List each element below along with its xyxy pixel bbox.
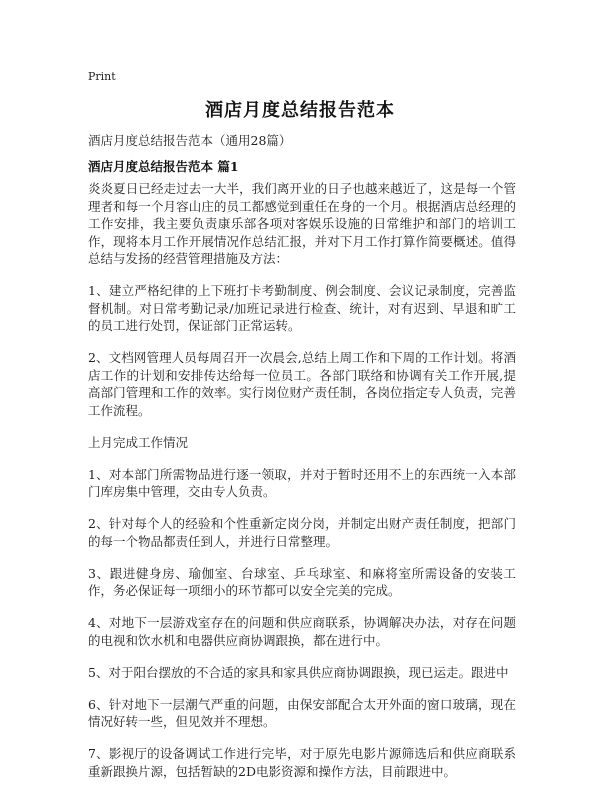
paragraph-item: 2、文档网管理人员每周召开一次晨会,总结上周工作和下周的工作计划。将酒店工作的计划和安排传达给每一位员工。各部门联络和协调有关工作开展,提高部门管理和工作的效率。实行岗位财产责任制，各岗位指定专人负责，完善工作流程。 [88, 350, 516, 418]
page-title: 酒店月度总结报告范本 [205, 100, 395, 121]
paragraph-item: 2、针对每个人的经验和个性重新定岗分岗，并制定出财产责任制度，把部门的每一个物品都责任到人，并进行日常整理。 [88, 516, 516, 549]
print-label: Print [88, 70, 116, 83]
paragraph-intro: 炎炎夏日已经走过去一大半，我们离开业的日子也越来越近了，这是每一个管理者和每一个月容山庄的员工都感觉到重任在身的一个月。根据酒店总经理的工作安排，我主要负责康乐部各项对客娱乐设施的日常维护和部门的培训工作，现将本月工作开展情况作总结汇报，并对下月工作打算作简要概述。值得总结与发扬的经营管理措施及方法： [88, 181, 516, 266]
section-heading: 酒店月度总结报告范本 篇1 [88, 159, 239, 174]
subtitle: 酒店月度总结报告范本（通用28篇） [88, 133, 292, 148]
paragraph-item: 1、建立严格纪律的上下班打卡考勤制度、例会制度、会议记录制度，完善监督机制。对日常考勤记录/加班记录进行检查、统计，对有迟到、早退和旷工的员工进行处罚，保证部门正常运转。 [88, 283, 516, 333]
paragraph-item: 3、跟进健身房、瑜伽室、台球室、乒乓球室、和麻将室所需设备的安装工作，务必保证每一项细小的环节都可以安全完美的完成。 [88, 565, 516, 598]
paragraph-item: 4、对地下一层游戏室存在的问题和供应商联系，协调解决办法，对存在问题的电视和饮水机和电器供应商协调跟换，都在进行中。 [88, 615, 516, 648]
paragraph-subheading: 上月完成工作情况 [88, 434, 189, 450]
paragraph-item: 1、对本部门所需物品进行逐一领取，并对于暂时还用不上的东西统一入本部门库房集中管理，交由专人负责。 [88, 466, 516, 499]
paragraph-item: 7、影视厅的设备调试工作进行完毕，对于原先电影片源筛选后和供应商联系重新跟换片源，包括暂缺的2D电影资源和操作方法，目前跟进中。 [88, 746, 516, 779]
document-body [88, 180, 516, 795]
paragraph-item: 6、针对地下一层潮气严重的问题，由保安部配合太开外面的窗口玻璃，现在情况好转一些，但见效并不理想。 [88, 696, 516, 729]
paragraph-item: 5、对于阳台摆放的不合适的家具和家具供应商协调跟换，现已运走。跟进中 [88, 664, 509, 680]
